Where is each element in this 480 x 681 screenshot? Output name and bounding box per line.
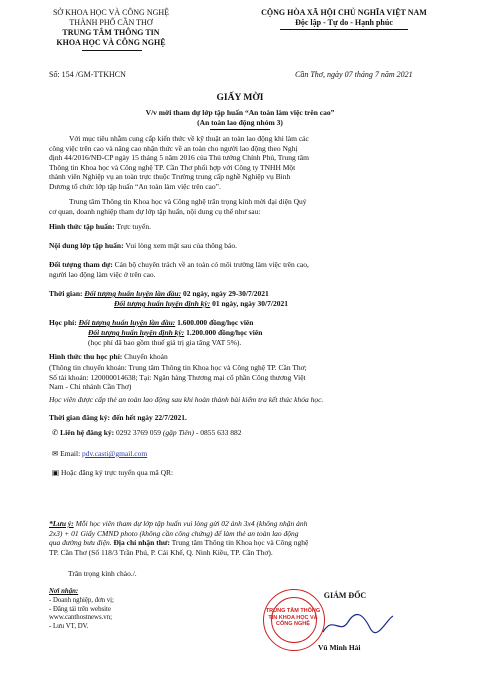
agency-header — [28, 8, 194, 48]
bank-line: Số tài khoản: 120000014638; Tại: Ngân hàng Thương mại cổ phần Công thương Việt — [49, 372, 306, 382]
subject-line2: (An toàn lao động nhóm 3) — [197, 118, 283, 127]
format-row — [49, 222, 151, 232]
email-icon: ✉ — [52, 449, 59, 458]
target-value: Cán bộ chuyên trách về an toàn có môi trường làm việc trên cao, — [112, 260, 309, 269]
note-address-label: Địa chỉ nhận thư: — [111, 538, 170, 548]
certificate-note: Học viên được cấp thẻ an toàn lao động sau khi hoàn thành bài kiểm tra kết thúc khóa học. — [49, 395, 324, 404]
recipient-item: - Lưu VT, DV. — [49, 623, 89, 631]
time-row-1 — [49, 289, 269, 299]
time-row-2 — [114, 299, 288, 309]
qr-icon: ▣ — [52, 468, 60, 477]
intro-line: Dương tổ chức lớp tập huấn “An toàn làm việc trên cao”. — [49, 181, 221, 191]
intro-line: Thông tin Khoa học và Công nghệ TP. Cần Thơ phối hợp với Công ty TNHH Một — [49, 162, 296, 172]
email-link[interactable]: pdv.casti@gmail.com — [82, 449, 148, 458]
subject-line1: V/v mời tham dự lớp tập huấn “An toàn làm việc trên cao” — [145, 108, 335, 117]
contact-row — [52, 428, 241, 438]
recipients — [49, 588, 209, 632]
intro-line: Với mục tiêu nhằm cung cấp kiến thức về kỹ thuật an toàn lao động khi làm các — [69, 134, 309, 143]
invite-line: Trung tâm Thông tin Khoa học và Công nghệ trân trọng kính mời đại diện Quý — [69, 197, 307, 206]
target-label: Đối tượng tham dự: — [49, 260, 113, 269]
subject-divider — [210, 129, 270, 130]
fee-row-1 — [49, 318, 253, 328]
agency-divider — [82, 50, 142, 51]
time-label: Thời gian: — [49, 289, 83, 298]
signature-mark — [318, 610, 398, 640]
time-1-label: Đối tượng huấn luyện lần đầu: — [84, 289, 182, 298]
email-row — [52, 449, 147, 459]
target-value-cont: người lao động làm việc ở trên cao. — [49, 269, 156, 279]
bank-line: (Thông tin chuyển khoản: Trung tâm Thông tin Khoa học và Công nghệ TP. Cần Thơ; — [49, 363, 307, 372]
national-divider — [280, 29, 408, 30]
agency-line4: KHOA HỌC VÀ CÔNG NGHỆ — [56, 38, 166, 47]
note-address-2: TP. Cần Thơ (Số 118/3 Trần Phú, P. Cái Khế, Q. Ninh Kiều, TP. Cần Thơ). — [49, 547, 273, 557]
fee-row-2 — [88, 328, 262, 338]
note-lead: *Lưu ý: — [49, 519, 74, 528]
email-label: Email: — [60, 449, 83, 458]
payment-row — [49, 352, 168, 362]
format-value: Trực tuyến. — [114, 222, 151, 231]
intro-line: thành viên Nghiệp vụ an toàn trực thuộc Trường trung cấp nghề Nghiệp vụ Bình — [49, 172, 291, 182]
fee-2-label: Đối tượng huấn luyện định kỳ: — [88, 328, 185, 337]
invite-line: cơ quan, doanh nghiệp tham dự lớp tập huấn, nội dung cụ thể như sau: — [49, 206, 261, 216]
intro-paragraph — [49, 134, 447, 192]
recipient-item: - Đăng tải trên website — [49, 605, 111, 613]
target-row — [49, 260, 447, 279]
seal-text: TRUNG TÂM THÔNG TIN KHOA HỌC VÀ CÔNG NGHỆ — [265, 608, 321, 627]
intro-line: công việc trên cao và nâng cao nhận thức về an toàn cho người lao động theo Nghị — [49, 143, 298, 153]
bank-line: Nam - Chi nhánh Cần Thơ) — [49, 382, 132, 392]
phone-icon: ✆ — [52, 428, 59, 437]
recipient-item: - Doanh nghiệp, đơn vị; — [49, 596, 114, 604]
fee-label: Học phí: — [49, 318, 77, 327]
time-1-value: 02 ngày, ngày 29-30/7/2021 — [181, 289, 269, 298]
payment-label: Hình thức thu học phí: — [49, 352, 123, 361]
registration-deadline: Thời gian đăng ký: đến hết ngày 22/7/2021. — [49, 413, 187, 422]
closing: Trân trọng kính chào./. — [68, 569, 137, 578]
signer-title: GIÁM ĐỐC — [323, 591, 367, 600]
contact-phone[interactable]: 0292 3769 059 — [114, 428, 162, 437]
contact-phone-2[interactable]: - 0855 633 882 — [193, 428, 242, 437]
qr-row — [52, 468, 173, 478]
signer-name: Vũ Minh Hải — [318, 643, 361, 652]
content-row — [49, 241, 237, 251]
agency-line3: TRUNG TÂM THÔNG TIN — [62, 28, 160, 37]
document-date: Cần Thơ, ngày 07 tháng 7 năm 2021 — [295, 70, 413, 79]
fee-note: (học phí đã bao gồm thuế giá trị gia tăng VAT 5%). — [88, 338, 242, 347]
intro-line: định 44/2016/NĐ-CP ngày 15 tháng 5 năm 2016 của Thủ tướng Chính Phủ, Trung tâm — [49, 153, 309, 163]
content-value: Vui lòng xem mặt sau của thông báo. — [123, 241, 237, 250]
recipients-title: Nơi nhận: — [49, 588, 79, 595]
note-address-1: Trung tâm Thông tin Khoa học và Công nghệ — [169, 538, 309, 548]
content-label: Nội dung lớp tập huấn: — [49, 241, 124, 250]
page-title: GIẤY MỜI — [216, 93, 264, 103]
national-header — [224, 8, 464, 28]
recipient-item: www.canthostnews.vn; — [49, 614, 112, 622]
note-text-3: qua đường bưu điện. — [49, 538, 112, 548]
note-text-2: 2x3) + 01 Giấy CMND photo (không cần công chứng) để làm thẻ an toàn lao động — [49, 528, 299, 538]
contact-name: (gặp Tiên) — [161, 428, 194, 437]
document-number: Số: 154 /GM-TTKHCN — [49, 70, 126, 79]
time-2-label: Đối tượng huấn luyện định kỳ: — [114, 299, 211, 308]
time-2-value: 01 ngày, ngày 30/7/2021 — [210, 299, 288, 308]
contact-label: Liên hệ đăng ký: — [60, 428, 115, 437]
format-label: Hình thức tập huấn: — [49, 222, 115, 231]
national-motto-line2: Độc lập - Tự do - Hạnh phúc — [295, 18, 393, 27]
note-paragraph — [49, 519, 447, 557]
bank-info — [49, 363, 447, 392]
official-seal — [263, 589, 325, 651]
agency-line1: SỞ KHOA HỌC VÀ CÔNG NGHỆ — [52, 8, 170, 17]
qr-label: Hoặc đăng ký trực tuyến qua mã QR: — [60, 468, 174, 477]
invite-paragraph — [49, 197, 447, 216]
fee-1-label: Đối tượng huấn luyện lần đầu: — [78, 318, 176, 327]
fee-1-value: 1.600.000 đồng/học viên — [175, 318, 254, 327]
note-text-1: Mỗi học viên tham dự lớp tập huấn vui lòng gửi 02 ảnh 3x4 (không nhận ảnh — [73, 519, 308, 528]
national-motto-line1: CỘNG HÒA XÃ HỘI CHỦ NGHĨA VIỆT NAM — [261, 8, 427, 17]
payment-value: Chuyển khoản — [122, 352, 168, 361]
fee-2-value: 1.200.000 đồng/học viên — [184, 328, 263, 337]
agency-line2: THÀNH PHỐ CẦN THƠ — [69, 18, 153, 27]
